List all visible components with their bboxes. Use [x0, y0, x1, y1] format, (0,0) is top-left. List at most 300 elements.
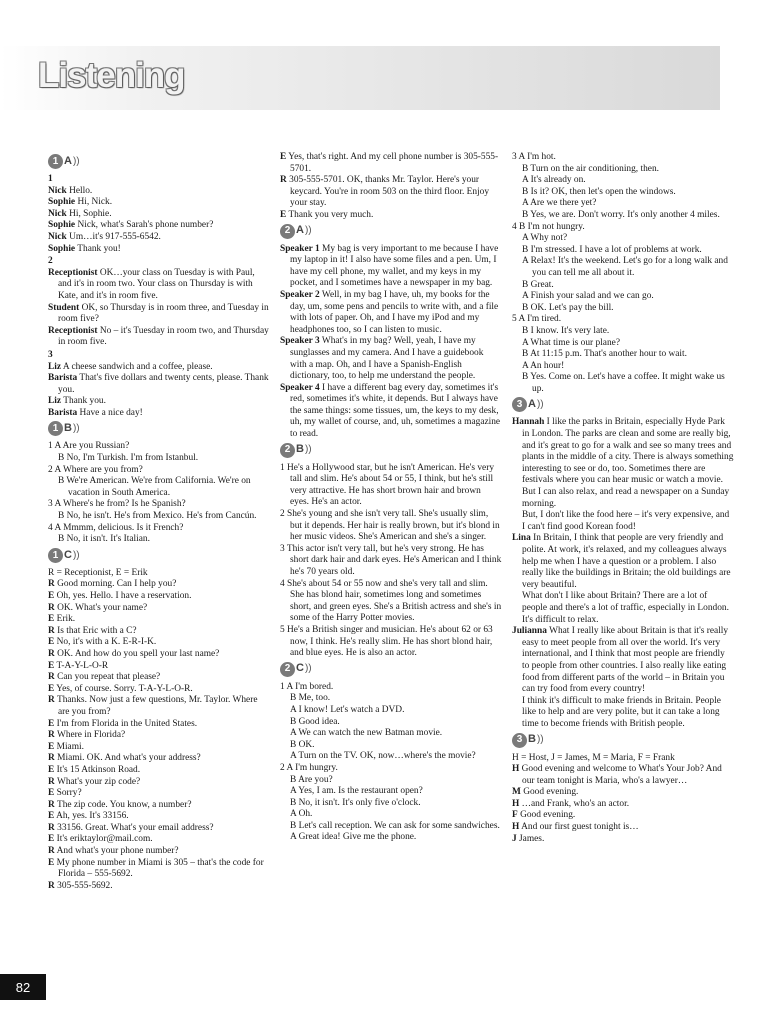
- speech-text: 1 A Are you Russian?: [48, 441, 130, 452]
- transcript-line: [512, 256, 734, 279]
- transcript-line: [512, 822, 734, 834]
- speech-text: B Yes. Come on. Let's have a coffee. It might wake us up.: [522, 372, 725, 394]
- speaker-name: R: [48, 880, 55, 891]
- speech-text: Ah, yes. It's 33156.: [56, 811, 129, 822]
- speaker-name: E: [48, 718, 55, 729]
- speech-text: B Is it? OK, then let's open the windows.: [522, 186, 676, 197]
- transcript-line: [280, 705, 502, 717]
- speaker-name: J: [512, 833, 517, 844]
- transcript-line: [280, 336, 502, 382]
- speech-text: The zip code. You know, a number?: [56, 799, 192, 810]
- speaker-name: Receptionist: [48, 267, 98, 278]
- speech-text: Oh, yes. Hello. I have a reservation.: [56, 591, 192, 601]
- track-letter: C: [64, 548, 72, 561]
- speaker-name: Nick: [48, 231, 67, 242]
- transcript-line: [512, 198, 734, 210]
- speech-text: James.: [519, 833, 545, 844]
- transcript-line: [48, 268, 270, 303]
- transcript-line: [512, 787, 734, 799]
- column-1: [48, 152, 270, 892]
- speech-text: B Me, too.: [290, 693, 331, 704]
- speech-text: Can you repeat that please?: [57, 672, 161, 683]
- transcript-line: [280, 579, 502, 625]
- speech-text: And what's your phone number?: [56, 846, 179, 857]
- transcript-line: [280, 786, 502, 798]
- speaker-name: E: [48, 683, 55, 694]
- speech-text: B I know. It's very late.: [522, 325, 610, 336]
- speech-text: 5 He's a British singer and musician. He's about 62 or 63 now, I think. He's really slim. He has short blond hair, and blue eyes. He is also an actor.: [280, 624, 493, 659]
- speaker-name: Sophie: [48, 243, 76, 254]
- speaker-name: E: [48, 764, 55, 775]
- speech-text: A What time is our plane?: [522, 337, 620, 348]
- speech-text: Good evening.: [520, 810, 576, 821]
- transcript-line: [512, 187, 734, 199]
- speech-text: I like the parks in Britain, especially Hyde Park in London. The parks are clean and some are really big, and it's great to go for a walk and see so many trees and plants in the middle of a city. There is always something interesting to see or do, too. Sometimes there are festivals where you can hear music or watch a movie. But I can also relax, and read a newspaper on a Sunday morning.: [522, 417, 734, 509]
- speech-text: A Relax! It's the weekend. Let's go for a long walk and you can tell me all about it.: [522, 256, 728, 278]
- audio-icon: )): [304, 225, 312, 237]
- transcript-line: [280, 693, 502, 705]
- speaker-name: E: [48, 591, 55, 601]
- speech-text: Yes, of course. Sorry. T-A-Y-L-O-R.: [56, 683, 193, 694]
- speech-text: B I'm stressed. I have a lot of problems at work.: [522, 244, 702, 255]
- transcript-line: [280, 717, 502, 729]
- speaker-name: R: [48, 730, 55, 741]
- speaker-name: Liz: [48, 361, 62, 372]
- speaker-name: R: [48, 799, 55, 810]
- speaker-name: H: [512, 798, 520, 809]
- speech-text: My phone number in Miami is 305 – that's the code for Florida – 555-5692.: [56, 857, 264, 880]
- speaker-name: H: [512, 822, 520, 833]
- transcript-line: [280, 175, 502, 210]
- track-number: 1: [48, 421, 63, 436]
- transcript-line: [48, 186, 270, 198]
- speech-text: It's eriktaylor@mail.com.: [56, 834, 153, 845]
- speaker-name: E: [280, 209, 287, 220]
- transcript-line: [48, 777, 270, 789]
- column-3: [512, 152, 734, 845]
- audio-icon: )): [536, 399, 544, 411]
- transcript-line: [48, 453, 270, 465]
- speech-text: A cheese sandwich and a coffee, please.: [62, 361, 213, 372]
- audio-icon: )): [72, 423, 80, 435]
- speech-text: B Great.: [522, 279, 554, 290]
- speech-text: Hi, Sophie.: [69, 208, 112, 219]
- transcript-line: [280, 290, 502, 336]
- speech-text: B Are you?: [290, 774, 333, 785]
- transcript-line: [512, 349, 734, 361]
- transcript-line: [280, 809, 502, 821]
- speaker-name: E: [48, 637, 55, 648]
- page-number: 82: [0, 974, 46, 1000]
- transcript-line: [48, 637, 270, 649]
- transcript-line: [512, 810, 734, 822]
- transcript-line: [512, 233, 734, 245]
- speaker-name: R: [48, 695, 55, 706]
- track-number: 2: [280, 662, 295, 677]
- audio-track-badge: [48, 421, 270, 436]
- page-title: Listening: [38, 56, 185, 95]
- transcript-line: [48, 719, 270, 731]
- speech-text: 3 This actor isn't very tall, but he's very strong. He has short dark hair and dark eyes. He's American and I think he's 70 years old.: [280, 543, 502, 577]
- speaker-name: Liz: [48, 396, 62, 407]
- speech-text: What I really like about Britain is that it's really easy to meet people from all over the world. It's very international, and I think that most people are friendly to people from other countries. I also really like eating food from different parts of the world – in Britain you can try food from every country!: [522, 626, 729, 695]
- speech-text: Thank you!: [77, 243, 121, 254]
- transcript-line: [48, 788, 270, 800]
- track-letter: A: [64, 154, 72, 167]
- audio-track-badge: [280, 224, 502, 239]
- speech-text: B Yes, we are. Don't worry. It's only another 4 miles.: [522, 209, 720, 220]
- speech-text: No, it's with a K. E-R-I-K.: [56, 637, 157, 648]
- speech-text: A Finish your salad and we can go.: [522, 291, 654, 302]
- transcript-line: [48, 811, 270, 823]
- speech-text: Um…it's 917-555-6542.: [69, 231, 161, 242]
- speech-text: A Turn on the TV. OK, now…where's the movie?: [290, 751, 476, 762]
- speech-text: B Good idea.: [290, 716, 340, 727]
- speech-text: Sorry?: [56, 788, 82, 799]
- transcript-line: [48, 523, 270, 535]
- speaker-name: Nick: [48, 208, 67, 219]
- transcript-line: [512, 372, 734, 395]
- transcript-line: [48, 603, 270, 615]
- speech-text: In Britain, I think that people are very friendly and polite. At work, it's relaxed, and my colleagues always help me when I have a question or a problem. I also really like the buildings in Britain; the old buildings are very beautiful.: [522, 533, 731, 590]
- audio-track-badge: [512, 733, 734, 748]
- speaker-name: E: [48, 834, 55, 845]
- speech-text: B At 11:15 p.m. That's another hour to wait.: [522, 349, 687, 360]
- speech-text: B No, it isn't. It's only five o'clock.: [290, 797, 421, 808]
- transcript-line: [48, 373, 270, 396]
- transcript-line: [512, 753, 734, 765]
- transcript-line: [48, 626, 270, 638]
- speech-text: OK…your class on Tuesday is with Paul, and it's in room two. Your class on Thursday is with Kate, and it's in room five.: [58, 267, 255, 301]
- transcript-line: [512, 338, 734, 350]
- speech-text: 4 She's about 54 or 55 now and she's very tall and slim. She has blond hair, sometimes long and sometimes short, and green eyes. She's a British actress and she's in some of the Harry Potter movies.: [280, 578, 502, 624]
- transcript-line: [48, 362, 270, 374]
- speaker-name: R: [48, 822, 55, 833]
- speaker-name: Student: [48, 302, 80, 313]
- speaker-name: Speaker 1: [280, 243, 320, 254]
- transcript-line: [512, 764, 734, 787]
- speech-text: No – it's Tuesday in room two, and Thursday in room five.: [58, 325, 269, 348]
- transcript-line: [280, 210, 502, 222]
- transcript-line: [48, 476, 270, 499]
- transcript-line: [280, 682, 502, 694]
- speech-text: B Let's call reception. We can ask for some sandwiches.: [290, 820, 500, 831]
- transcript-line: [48, 823, 270, 835]
- speaker-name: E: [48, 857, 55, 868]
- track-number: 3: [512, 733, 527, 748]
- speaker-name: E: [48, 811, 55, 822]
- transcript-line: [512, 417, 734, 510]
- speech-text: Good evening.: [523, 787, 579, 798]
- transcript-line: [48, 534, 270, 546]
- speaker-name: Sophie: [48, 220, 76, 231]
- speaker-name: E: [280, 152, 287, 162]
- audio-icon: )): [72, 155, 80, 167]
- section-number: 3: [48, 349, 53, 360]
- transcript-line: [48, 649, 270, 661]
- transcript-line: [48, 800, 270, 812]
- speaker-name: F: [512, 810, 518, 821]
- transcript-line: [48, 579, 270, 591]
- speech-text: B No, I'm Turkish. I'm from Istanbul.: [58, 453, 199, 464]
- transcript-line: [280, 509, 502, 544]
- speech-text: H = Host, J = James, M = Maria, F = Frank: [512, 752, 675, 763]
- transcript-line: [280, 775, 502, 787]
- transcript-line: [280, 832, 502, 844]
- audio-icon: )): [304, 663, 312, 675]
- transcript-line: [48, 396, 270, 408]
- speech-text: What's in my bag? Well, yeah, I have my sunglasses and my camera. And I have a guidebook with a map. Oh, and I have a Spanish-English dictionary, too, to help me understand the people.: [290, 336, 484, 382]
- speaker-name: M: [512, 787, 521, 798]
- speaker-name: R: [48, 579, 55, 590]
- transcript-line: [48, 499, 270, 511]
- speech-text: Hello.: [69, 185, 93, 196]
- transcript-line: [512, 245, 734, 257]
- speech-text: OK. And how do you spell your last name?: [57, 648, 220, 659]
- speech-text: R = Receptionist, E = Erik: [48, 567, 148, 578]
- speech-text: A Oh.: [290, 809, 313, 820]
- speaker-name: E: [48, 660, 55, 671]
- speech-text: 3 A I'm hot.: [512, 152, 556, 162]
- transcript-line: [280, 821, 502, 833]
- speaker-name: R: [48, 753, 55, 764]
- speaker-name: R: [48, 672, 55, 683]
- speech-text: …and Frank, who's an actor.: [521, 798, 630, 809]
- transcript-line: [280, 544, 502, 579]
- transcript-line: [512, 164, 734, 176]
- speech-text: My bag is very important to me because I have my laptop in it! I also have some files and a pen. Um, I have my cell phone, my wallet, and my keys in my pocket, and I sometimes have a newspaper in my bag.: [290, 243, 499, 289]
- transcript-line: [48, 661, 270, 673]
- speech-text: Well, in my bag I have, uh, my books for the day, um, some pens and pencils to write with, and a file with lots of paper. Oh, and I have my iPod and my headphones too, so I can listen to music.: [290, 289, 499, 335]
- speaker-name: R: [48, 846, 55, 857]
- transcript-line: [280, 625, 502, 660]
- speech-text: Thanks. Now just a few questions, Mr. Taylor. Where are you from?: [56, 695, 258, 717]
- transcript-line: [48, 614, 270, 626]
- speaker-name: Nick: [48, 185, 67, 196]
- speaker-name: Speaker 4: [280, 382, 320, 393]
- speech-text: Nick, what's Sarah's phone number?: [77, 220, 214, 231]
- transcript-line: [512, 326, 734, 338]
- speech-text: OK, so Thursday is in room three, and Tuesday in room five?: [58, 302, 269, 325]
- speech-text: Where in Florida?: [56, 730, 126, 741]
- section-number: 1: [48, 174, 53, 184]
- speaker-name: Barista: [48, 373, 78, 384]
- speech-text: 305-555-5692.: [57, 880, 113, 891]
- transcript-line: [280, 244, 502, 290]
- speaker-name: Sophie: [48, 197, 76, 208]
- speaker-name: Speaker 2: [280, 289, 320, 300]
- transcript-line: [48, 858, 270, 881]
- speech-text: A I know! Let's watch a DVD.: [290, 704, 405, 715]
- transcript-paragraph: What don't I like about Britain? There are a lot of people and there's a lot of traffic, especially in London. It's difficult to relax.: [522, 591, 729, 625]
- speaker-name: Julianna: [512, 626, 547, 637]
- speech-text: Thank you.: [63, 396, 106, 407]
- speech-text: 2 A Where are you from?: [48, 464, 143, 475]
- speaker-name: H: [512, 764, 520, 775]
- transcript-line: [280, 740, 502, 752]
- speech-text: Hi, Nick.: [77, 197, 113, 208]
- speech-text: 1 A I'm bored.: [280, 681, 334, 692]
- transcript-line: [280, 383, 502, 441]
- transcript-line: [512, 533, 734, 591]
- speech-text: 305-555-5701. OK, thanks Mr. Taylor. Here's your keycard. You're in room 503 on the third floor. Enjoy your stay.: [289, 175, 490, 209]
- audio-track-badge: [48, 154, 270, 169]
- speech-text: A It's already on.: [522, 175, 586, 186]
- transcript-line: [48, 846, 270, 858]
- speech-text: 4 A Mmmm, delicious. Is it French?: [48, 522, 184, 533]
- speech-text: Yes, that's right. And my cell phone number is 305-555-5701.: [288, 152, 499, 174]
- transcript-line: [512, 834, 734, 846]
- transcript-line: [280, 152, 502, 175]
- track-letter: B: [64, 422, 72, 435]
- transcript-line: [48, 408, 270, 420]
- transcript-line: [280, 463, 502, 509]
- transcript-line: [48, 220, 270, 232]
- transcript-line: [48, 568, 270, 580]
- transcript-line: [48, 742, 270, 754]
- speech-text: That's five dollars and twenty cents, please. Thank you.: [58, 373, 269, 395]
- transcript-line: [48, 591, 270, 603]
- transcript-line: [48, 232, 270, 244]
- section-number: 2: [48, 256, 53, 267]
- transcript-line: [48, 672, 270, 684]
- speech-text: A Yes, I am. Is the restaurant open?: [290, 786, 423, 797]
- speech-text: B OK. Let's pay the bill.: [522, 302, 614, 313]
- speech-text: It's 15 Atkinson Road.: [56, 764, 141, 775]
- speech-text: T-A-Y-L-O-R: [56, 660, 109, 671]
- speaker-name: E: [48, 614, 55, 625]
- transcript-line: [512, 291, 734, 303]
- transcript-line: [48, 465, 270, 477]
- track-letter: A: [528, 398, 536, 411]
- speech-text: 2 A I'm hungry.: [280, 762, 338, 773]
- speech-text: A An hour!: [522, 360, 565, 371]
- transcript-line: [48, 209, 270, 221]
- transcript-line: [512, 626, 734, 696]
- speech-text: A Great idea! Give me the phone.: [290, 832, 417, 843]
- transcript-line: [280, 751, 502, 763]
- speech-text: 3 A Where's he from? Is he Spanish?: [48, 499, 186, 510]
- transcript-line: [48, 695, 270, 718]
- transcript-line: [48, 753, 270, 765]
- speech-text: Miami. OK. And what's your address?: [57, 753, 201, 764]
- transcript-line: [48, 684, 270, 696]
- audio-icon: )): [536, 734, 544, 746]
- track-number: 1: [48, 154, 63, 169]
- transcript-line: [48, 441, 270, 453]
- audio-icon: )): [304, 444, 312, 456]
- speech-text: I have a different bag every day, sometimes it's red, sometimes it's white, it depends. But I always have the same things: some tissues, um, the keys to my desk, uh, my wallet of course, and, uh, sometimes a magazine to read.: [290, 382, 501, 440]
- transcript-paragraph: But, I don't like the food here – it's very expensive, and I can't find good Korean food!: [522, 510, 730, 532]
- column-2: [280, 152, 502, 844]
- speech-text: Erik.: [56, 614, 76, 625]
- transcript-line: [512, 799, 734, 811]
- speech-text: 2 She's young and she isn't very tall. She's usually slim, but it depends. Her hair is really brown, but it's blond in her music videos. She's American and she's a singer.: [280, 509, 500, 543]
- speaker-name: E: [48, 741, 55, 752]
- transcript-line: [280, 728, 502, 740]
- speech-text: Thank you very much.: [288, 209, 374, 220]
- transcript-line: [512, 303, 734, 315]
- speech-text: B Turn on the air conditioning, then.: [522, 163, 659, 174]
- track-letter: C: [296, 662, 304, 675]
- transcript-line: [48, 326, 270, 349]
- audio-track-badge: [280, 443, 502, 458]
- speech-text: B OK.: [290, 739, 315, 750]
- speech-text: Is that Eric with a C?: [57, 625, 137, 636]
- speaker-name: Barista: [48, 407, 78, 418]
- speech-text: Good morning. Can I help you?: [57, 579, 177, 590]
- speech-text: Good evening and welcome to What's Your Job? And our team tonight is Maria, who's a lawyer…: [521, 764, 722, 786]
- audio-icon: )): [72, 549, 80, 561]
- speaker-name: R: [48, 776, 55, 787]
- transcript-line: [48, 511, 270, 523]
- speech-text: 4 B I'm not hungry.: [512, 221, 585, 232]
- speech-text: OK. What's your name?: [57, 602, 148, 613]
- speech-text: A Why not?: [522, 233, 568, 244]
- speech-text: A Are we there yet?: [522, 198, 597, 209]
- transcript-line: [512, 222, 734, 234]
- speech-text: B No, it isn't. It's Italian.: [58, 534, 150, 545]
- speaker-name: E: [48, 788, 55, 799]
- speech-text: 1 He's a Hollywood star, but he isn't American. He's very tall and slim. He's about 54 or 55, I think, but he's still very attractive. He has short brown hair and brown eyes. He's an actor.: [280, 462, 495, 508]
- track-number: 3: [512, 397, 527, 412]
- audio-track-badge: [280, 662, 502, 677]
- transcript-line: [48, 197, 270, 209]
- speaker-name: R: [48, 648, 55, 659]
- track-number: 1: [48, 548, 63, 563]
- speech-text: B No, he isn't. He's from Mexico. He's from Cancún.: [58, 511, 257, 522]
- track-number: 2: [280, 443, 295, 458]
- speech-text: And our first guest tonight is…: [521, 822, 639, 833]
- transcript-line: [280, 763, 502, 775]
- transcript-line: [48, 765, 270, 777]
- transcript-line: [512, 314, 734, 326]
- transcript-line: [48, 881, 270, 893]
- transcript-line: [512, 175, 734, 187]
- speaker-name: Lina: [512, 533, 531, 544]
- transcript-line: [48, 244, 270, 256]
- track-letter: B: [528, 733, 536, 746]
- speaker-name: Hannah: [512, 417, 545, 428]
- transcript-line: [48, 730, 270, 742]
- track-number: 2: [280, 224, 295, 239]
- transcript-line: [512, 152, 734, 164]
- speech-text: Have a nice day!: [79, 407, 143, 418]
- speech-text: A We can watch the new Batman movie.: [290, 728, 443, 739]
- transcript-line: [512, 280, 734, 292]
- speaker-name: R: [48, 625, 55, 636]
- transcript-line: [48, 303, 270, 326]
- speaker-name: R: [280, 175, 287, 186]
- audio-track-badge: [48, 548, 270, 563]
- track-letter: A: [296, 224, 304, 237]
- speaker-name: R: [48, 602, 55, 613]
- transcript-line: [280, 798, 502, 810]
- speech-text: Miami.: [56, 741, 84, 752]
- speech-text: 5 A I'm tired.: [512, 314, 562, 325]
- speech-text: 33156. Great. What's your email address?: [57, 822, 214, 833]
- speech-text: What's your zip code?: [56, 776, 141, 787]
- transcript-paragraph: I think it's difficult to make friends in Britain. People like to help and are very polite, but it can take a long time to become friends with British people.: [522, 695, 721, 729]
- speaker-name: Receptionist: [48, 325, 98, 336]
- transcript-line: [48, 834, 270, 846]
- transcript-line: [512, 361, 734, 373]
- speech-text: B We're American. We're from California. We're on vacation in South America.: [58, 476, 251, 498]
- audio-track-badge: [512, 397, 734, 412]
- transcript-line: [512, 210, 734, 222]
- speaker-name: Speaker 3: [280, 336, 320, 347]
- speech-text: I'm from Florida in the United States.: [56, 718, 198, 729]
